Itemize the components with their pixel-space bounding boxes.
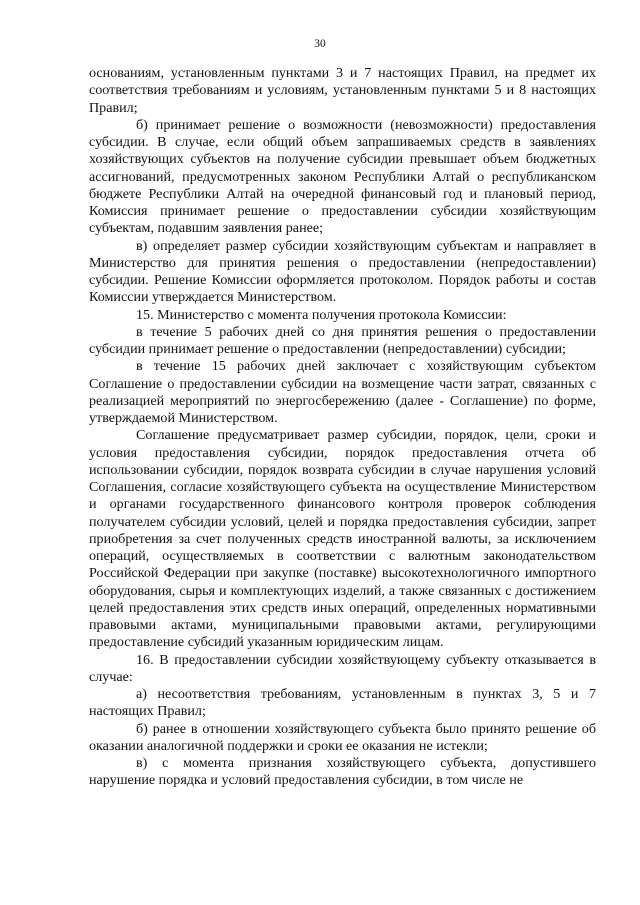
paragraph-agreement: Соглашение предусматривает размер субсидии, порядок, цели, сроки и условия предоставления субсидии, порядок предоставления отчета об использовании субсидии, порядок возврата субсидии в случае нарушения условий Соглашения, согласие хозяйствующего субъекта на осуществление Министерством и органами государственного финансового контроля проверок соблюдения получателем субсидии условий, целей и порядка предоставления субсидии, запрет приобретения за счет полученных средств иностранной валюты, за исключением операций, осуществляемых в соответствии с валютным законодательством Российской Федерации при закупке (поставке) высокотехнологичного импортного оборудования, сырья и комплектующих изделий, а также связанных с достижением целей предоставления этих средств иных операций, определенных нормативными правовыми актами, муниципальными правовыми актами, регулирующими предоставление субсидий указанным юридическим лицам.	[89, 427, 596, 651]
paragraph-item-16: 16. В предоставлении субсидии хозяйствующему субъекту отказывается в случае:	[89, 651, 596, 685]
paragraph: в) с момента признания хозяйствующего субъекта, допустившего нарушение порядка и условий предоставления субсидии, в том числе не	[89, 755, 596, 789]
paragraph-item-15: 15. Министерство с момента получения протокола Комиссии:	[136, 306, 507, 323]
paragraph: в течение 5 рабочих дней со дня принятия решения о предоставлении субсидии принимает решение о предоставлении (непредоставлении) субсидии;	[89, 323, 596, 357]
paragraph: основаниям, установленным пунктами 3 и 7 настоящих Правил, на предмет их соответствия требованиям и условиям, установленным пунктами 5 и 8 настоящих Правил;	[89, 65, 596, 116]
paragraph-b-decision: б) принимает решение о возможности (невозможности) предоставления субсидии. В случае, если общий объем запрашиваемых средств в заявлениях хозяйствующих субъектов на получение субсидии превышает объем бюджетных ассигнований, предусмотренных законом Республики Алтай о республиканском бюджете Республики Алтай на очередной финансовый год и плановый период, Комиссия принимает решение о предоставлении субсидии хозяйствующим субъектам, подавшим заявления ранее;	[89, 116, 596, 237]
paragraph-v-amount: в) определяет размер субсидии хозяйствующим субъектам и направляет в Министерство для принятия решения о предоставлении (непредоставлении) субсидии. Решение Комиссии оформляется протоколом. Порядок работы и состав Комиссии утверждается Министерством.	[89, 237, 596, 306]
paragraph: а) несоответствия требованиям, установленным в пунктах 3, 5 и 7 настоящих Правил;	[89, 686, 596, 720]
page-number: 30	[314, 38, 326, 50]
paragraph: в течение 15 рабочих дней заключает с хозяйствующим субъектом Соглашение о предоставлении субсидии на возмещение части затрат, связанных с реализацией мероприятий по энергосбережению (далее - Соглашение) по форме, утверждаемой Министерством.	[89, 358, 596, 426]
document-body	[89, 65, 596, 790]
paragraph: б) ранее в отношении хозяйствующего субъекта было принято решение об оказании аналогичной поддержки и сроки ее оказания не истекли;	[89, 720, 596, 754]
